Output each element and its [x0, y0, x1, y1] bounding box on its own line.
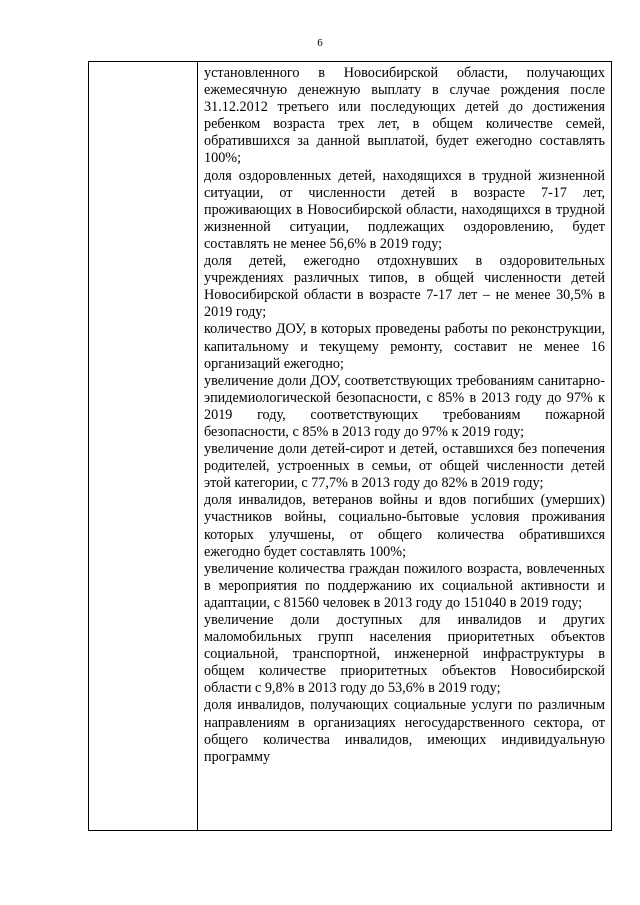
paragraph-children-rest: доля детей, ежегодно отдохнувших в оздоровительных учреждениях различных типов, в общей численности детей Новосибирской области в возрасте 7-17 лет – не менее 30,5% в 2019 году; — [204, 253, 605, 321]
paragraph-children-recovery: доля оздоровленных детей, находящихся в трудной жизненной ситуации, от численности детей в возрасте 7-17 лет, проживающих в Новосибирской области, находящихся в трудной жизненной ситуации, подлежащих оздоровлению, будет составлять не менее 56,6% в 2019 году; — [204, 167, 605, 252]
paragraph-disabled-services: доля инвалидов, получающих социальные услуги по различным направлениям в организациях негосударственного сектора, от общего количества инвалидов, имеющих индивидуальную программу — [204, 697, 605, 765]
content-table — [88, 61, 612, 831]
table-row — [89, 62, 612, 831]
paragraph-family-payment: установленного в Новосибирской области, получающих ежемесячную денежную выплату в случае рождения после 31.12.2012 третьего или последующих детей до достижения ребенком возраста трех лет, в общем количестве семей, обратившихся за данной выплатой, будет ежегодно составлять 100%; — [204, 65, 605, 167]
paragraph-dou-safety: увеличение доли ДОУ, соответствующих требованиям санитарно-эпидемиологической безопасности, с 85% в 2013 году до 97% к 2019 году, соответствующих требованиям пожарной безопасности, с 85% в 2013 году до 97% к 2019 году; — [204, 372, 605, 440]
table-cell-left — [89, 62, 198, 831]
paragraph-veterans-living: доля инвалидов, ветеранов войны и вдов погибших (умерших) участников войны, социально-бытовые условия проживания которых улучшены, от общего количества обратившихся ежегодно будет составлять 100%; — [204, 492, 605, 560]
cell-text-block — [198, 62, 611, 766]
paragraph-elderly-activity: увеличение количества граждан пожилого возраста, вовлеченных в мероприятия по поддержанию их социальной активности и адаптации, с 81560 человек в 2013 году до 151040 в 2019 году; — [204, 560, 605, 611]
paragraph-dou-repair: количество ДОУ, в которых проведены работы по реконструкции, капитальному и текущему ремонту, составит не менее 16 организаций ежегодно; — [204, 321, 605, 372]
paragraph-accessible-objects: увеличение доли доступных для инвалидов и других маломобильных групп населения приоритетных объектов социальной, транспортной, инженерной инфраструктуры в общем количестве приоритетных объектов Новосибирской области с 9,8% в 2013 году до 53,6% в 2019 году; — [204, 612, 605, 697]
paragraph-orphans-placement: увеличение доли детей-сирот и детей, оставшихся без попечения родителей, устроенных в семьи, от общей численности детей этой категории, с 77,7% в 2013 году до 82% в 2019 году; — [204, 441, 605, 492]
page-number: 6 — [317, 37, 323, 49]
table-cell-right — [198, 62, 612, 831]
